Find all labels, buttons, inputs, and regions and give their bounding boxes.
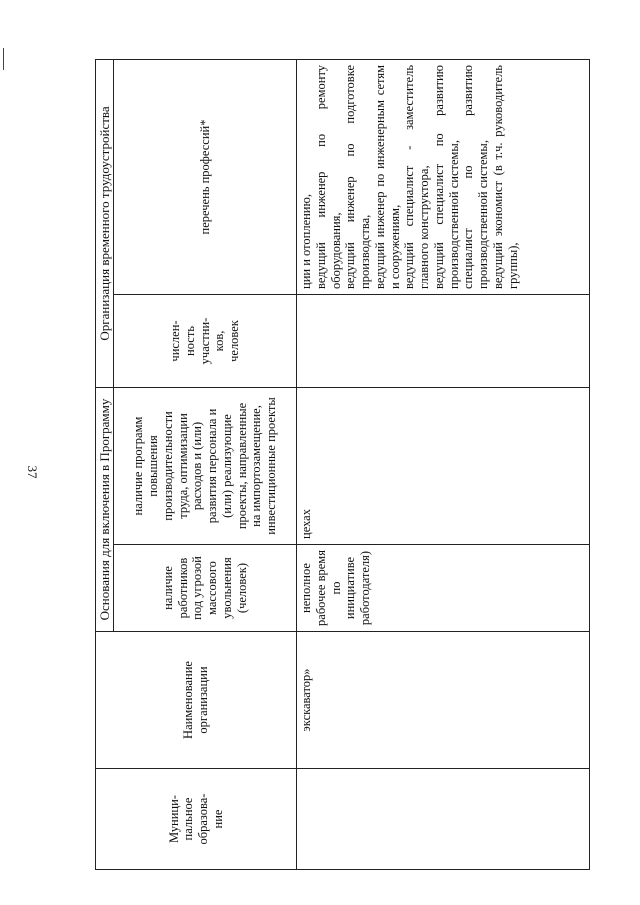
text-line: по [328, 581, 343, 595]
text-line: работников [175, 557, 190, 619]
header-organization [96, 632, 297, 769]
text-line: ведущий инженер по подготовке производства, [343, 64, 372, 289]
cell-headcount [297, 295, 590, 388]
text-line: инициативе [343, 556, 358, 620]
text-line: на импортозамещение, [249, 405, 264, 527]
text-line: человек [227, 320, 242, 362]
text-line: Муници- [166, 795, 181, 843]
text-line: инвестиционные проекты [264, 397, 278, 535]
text-line: наличие программ [131, 416, 146, 516]
header-headcount [114, 295, 297, 388]
text-line: наличие [160, 566, 175, 610]
text-line: работодателя) [358, 550, 372, 626]
text-line: участни- [197, 317, 212, 365]
text-line: экскаватор» [299, 668, 313, 732]
text-line: ведущий инженер по инженерным сетям и сооружениям, [372, 64, 402, 289]
text-line: ков, [212, 330, 227, 352]
text-line: расходов и (или) [190, 421, 205, 511]
text-line: увольнения [219, 557, 234, 619]
text-line: Наименование [181, 661, 196, 739]
text-line: образова- [196, 793, 210, 845]
table-row [297, 59, 590, 869]
text-line: ведущий специалист по развитию производственной системы, [431, 64, 461, 289]
text-line: ность [182, 326, 197, 356]
text-line: ведущий специалист - заместитель главного конструктора, [402, 64, 431, 289]
text-line: ведущий экономист (в т.ч. руководитель группы), [490, 64, 520, 289]
text-line: под угрозой [190, 556, 205, 620]
text-line: специалист по развитию производственной системы, [461, 64, 490, 289]
header-municipality [96, 769, 297, 870]
header-row-groups [96, 59, 114, 869]
text-line: развития персонала и [205, 408, 219, 524]
text-line: перечень профессий* [197, 119, 212, 235]
cell-professions [297, 59, 590, 294]
text-line: ции и отоплению, [299, 194, 313, 289]
text-line: числен- [168, 320, 183, 362]
header-professions [114, 59, 297, 294]
text-line: производительности [160, 411, 175, 521]
text-line: труда, оптимизации [175, 413, 190, 519]
text-line: ние [210, 809, 225, 829]
cell-organization [297, 632, 590, 769]
text-line: цехах [299, 509, 313, 539]
text-line: (человек) [234, 562, 249, 614]
text-line: организации [196, 666, 210, 734]
text-line: ведущий инженер по ремонту оборудования, [313, 64, 343, 289]
document-sheet [95, 60, 590, 870]
header-workers-threat [114, 545, 297, 632]
page-number: 37 [25, 465, 40, 479]
cell-municipality [297, 769, 590, 870]
header-group-basis: Основания для включения в Программу [96, 388, 114, 632]
cell-workers-threat [297, 545, 590, 632]
text-line: проекты, направленные [234, 402, 249, 530]
text-line: неполное [299, 563, 313, 613]
rotated-table-wrapper [95, 60, 590, 870]
text-line: рабочее время [313, 550, 328, 626]
header-programs [114, 388, 297, 545]
header-group-temp-employment: Организация временного трудоустройства [96, 59, 114, 387]
text-line: пальное [181, 797, 196, 841]
cell-programs [297, 388, 590, 545]
text-line: массового [205, 561, 219, 615]
text-line: повышения [146, 435, 160, 497]
margin-mark [3, 48, 4, 70]
program-table [95, 59, 590, 870]
text-line: (или) реализующие [219, 414, 234, 518]
